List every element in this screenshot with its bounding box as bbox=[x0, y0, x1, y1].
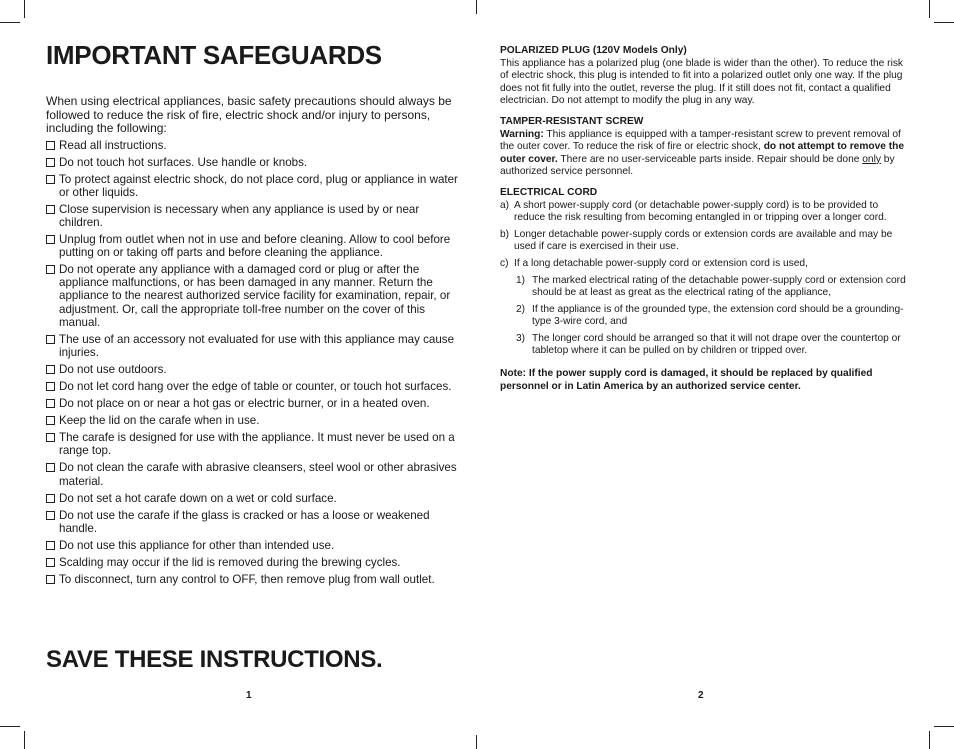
electrical-cord-heading: ELECTRICAL CORD bbox=[500, 186, 598, 198]
list-item-text: Do not set a hot carafe down on a wet or cold surface. bbox=[59, 491, 337, 505]
item-label: 3) bbox=[516, 332, 526, 344]
crop-mark bbox=[0, 726, 20, 727]
checkbox-bullet-icon bbox=[46, 365, 55, 374]
list-item-text: Do not use outdoors. bbox=[59, 362, 167, 376]
item-text: A short power-supply cord (or detachable power-supply cord) is to be provided to reduce the risk resulting from becoming entangled in or tripping over a longer cord. bbox=[514, 199, 887, 224]
fold-mark bbox=[476, 735, 477, 749]
cord-subitem-2 bbox=[516, 304, 912, 329]
list-item bbox=[46, 556, 458, 569]
crop-mark bbox=[24, 731, 25, 749]
list-item bbox=[46, 414, 458, 427]
polarized-plug-heading: POLARIZED PLUG (120V Models Only) bbox=[500, 45, 687, 56]
item-text: The longer cord should be arranged so that it will not drape over the countertop or tabletop where it can be pulled on by children or tripped over. bbox=[532, 332, 901, 357]
crop-mark bbox=[929, 731, 930, 749]
list-item bbox=[46, 539, 458, 552]
list-item-text: Scalding may occur if the lid is removed during the brewing cycles. bbox=[59, 556, 401, 570]
list-item bbox=[46, 573, 458, 586]
tamper-underlined-text: only bbox=[862, 153, 881, 165]
list-item bbox=[46, 509, 458, 535]
cord-item-c bbox=[500, 258, 912, 271]
list-item-text: Unplug from outlet when not in use and before cleaning. Allow to cool before putting on or taking off parts and before cleaning the appliance. bbox=[59, 233, 451, 260]
list-item-text: Keep the lid on the carafe when in use. bbox=[59, 414, 260, 428]
page-number: 1 bbox=[246, 690, 252, 701]
list-item-text: Do not operate any appliance with a damaged cord or plug or after the appliance malfunctions, or has been damaged in any manner. Return the appliance to the nearest authorized service facility for examination, repair, or adjustment. Or, call the appropriate toll-free number on the cover of this manual. bbox=[59, 263, 451, 329]
page-two bbox=[500, 45, 912, 393]
item-text: If the appliance is of the grounded type, the extension cord should be a grounding-type 3-wire cord, and bbox=[532, 303, 904, 328]
fold-mark bbox=[476, 0, 477, 14]
tamper-text-part: by authorized service personnel. bbox=[500, 153, 895, 178]
page-title: IMPORTANT SAFEGUARDS bbox=[46, 40, 382, 70]
polarized-plug-text: This appliance has a polarized plug (one blade is wider than the other). To reduce the risk of electric shock, this plug is intended to fit into a polarized outlet only one way. If the plug does not fit fully into the outlet, reverse the plug. If it still does not fit, contact a qualified electrician. Do not attempt to modify the plug in any way. bbox=[500, 57, 904, 107]
checkbox-bullet-icon bbox=[46, 141, 55, 150]
checkbox-bullet-icon bbox=[46, 399, 55, 408]
item-label: b) bbox=[500, 228, 510, 240]
list-item bbox=[46, 203, 458, 229]
page-number: 2 bbox=[698, 690, 704, 701]
list-item bbox=[46, 173, 458, 199]
list-item-text: Read all instructions. bbox=[59, 138, 167, 152]
tamper-text-part: There are no user-serviceable parts inside. Repair should be done bbox=[557, 153, 863, 165]
checkbox-bullet-icon bbox=[46, 335, 55, 344]
list-item bbox=[46, 263, 458, 328]
checkbox-bullet-icon bbox=[46, 463, 55, 472]
item-label: 1) bbox=[516, 274, 526, 286]
list-item bbox=[46, 461, 458, 487]
list-item-text: Do not touch hot surfaces. Use handle or knobs. bbox=[59, 155, 308, 169]
list-item-text: Do not clean the carafe with abrasive cleansers, steel wool or other abrasives material. bbox=[59, 461, 457, 488]
list-item bbox=[46, 139, 458, 152]
item-label: c) bbox=[500, 257, 509, 269]
checkbox-bullet-icon bbox=[46, 541, 55, 550]
list-item bbox=[46, 363, 458, 376]
list-item-text: Do not let cord hang over the edge of table or counter, or touch hot surfaces. bbox=[59, 380, 452, 393]
checkbox-bullet-icon bbox=[46, 511, 55, 520]
checkbox-bullet-icon bbox=[46, 265, 55, 274]
item-text: The marked electrical rating of the detachable power-supply cord or extension cord should be at least as great as the electrical rating of the appliance, bbox=[532, 274, 906, 299]
list-item-text: Close supervision is necessary when any appliance is used by or near children. bbox=[59, 202, 420, 229]
crop-mark bbox=[0, 22, 20, 23]
list-item bbox=[46, 156, 458, 169]
page-one bbox=[46, 40, 458, 590]
checkbox-bullet-icon bbox=[46, 558, 55, 567]
item-text: If a long detachable power-supply cord or extension cord is used, bbox=[514, 257, 808, 269]
list-item-text: Do not use this appliance for other than intended use. bbox=[59, 538, 335, 552]
intro-paragraph: When using electrical appliances, basic safety precautions should always be followed to reduce the risk of fire, electric shock and/or injury to persons, including the following: bbox=[46, 94, 452, 135]
cord-subitem-1 bbox=[516, 275, 912, 300]
list-item bbox=[46, 397, 458, 410]
warning-label: Warning: bbox=[500, 128, 544, 140]
cord-item-a bbox=[500, 200, 912, 225]
crop-mark bbox=[934, 22, 954, 23]
list-item bbox=[46, 431, 458, 457]
list-item bbox=[46, 380, 458, 393]
checkbox-bullet-icon bbox=[46, 433, 55, 442]
checkbox-bullet-icon bbox=[46, 416, 55, 425]
crop-mark bbox=[934, 726, 954, 727]
crop-mark bbox=[929, 0, 930, 18]
save-instructions-heading: SAVE THESE INSTRUCTIONS. bbox=[46, 646, 383, 673]
checkbox-bullet-icon bbox=[46, 175, 55, 184]
tamper-bold-text: do not attempt to remove the outer cover. bbox=[500, 141, 905, 165]
list-item-text: The carafe is designed for use with the appliance. It must never be used on a range top. bbox=[59, 431, 455, 458]
list-item-text: Do not use the carafe if the glass is cracked or has a loose or weakened handle. bbox=[59, 508, 430, 535]
item-label: a) bbox=[500, 199, 510, 211]
checkbox-bullet-icon bbox=[46, 494, 55, 503]
cord-damage-note: Note: If the power supply cord is damaged, it should be replaced by qualified personnel or in Latin America by an authorized service center. bbox=[500, 368, 873, 392]
tamper-screw-heading: TAMPER-RESISTANT SCREW bbox=[500, 115, 644, 127]
checkbox-bullet-icon bbox=[46, 158, 55, 167]
tamper-text-part: This appliance is equipped with a tamper-resistant screw to prevent removal of the outer cover. To reduce the risk of fire or electric shock, bbox=[500, 128, 901, 153]
checkbox-bullet-icon bbox=[46, 235, 55, 244]
crop-mark bbox=[24, 0, 25, 18]
item-text: Longer detachable power-supply cords or extension cords are available and may be used if care is exercised in their use. bbox=[514, 228, 893, 253]
list-item-text: To protect against electric shock, do not place cord, plug or appliance in water or other liquids. bbox=[59, 172, 458, 199]
cord-item-b bbox=[500, 229, 912, 254]
checkbox-bullet-icon bbox=[46, 205, 55, 214]
checkbox-bullet-icon bbox=[46, 382, 55, 391]
checkbox-bullet-icon bbox=[46, 575, 55, 584]
item-label: 2) bbox=[516, 303, 526, 315]
list-item-text: The use of an accessory not evaluated for use with this appliance may cause injuries. bbox=[59, 332, 455, 359]
list-item-text: To disconnect, turn any control to OFF, then remove plug from wall outlet. bbox=[59, 573, 435, 587]
tamper-screw-text bbox=[500, 129, 912, 179]
list-item bbox=[46, 233, 458, 259]
safeguard-list bbox=[46, 139, 458, 587]
list-item bbox=[46, 492, 458, 505]
list-item bbox=[46, 333, 458, 359]
list-item-text: Do not place on or near a hot gas or electric burner, or in a heated oven. bbox=[59, 397, 430, 411]
cord-subitem-3 bbox=[516, 333, 912, 358]
